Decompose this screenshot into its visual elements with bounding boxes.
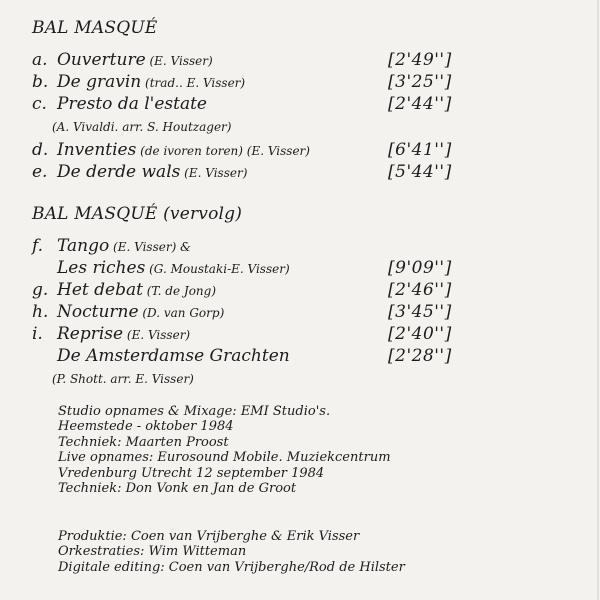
- track-row-b: [0, 72, 600, 94]
- track-duration: [2'49'']: [388, 50, 452, 70]
- track-row-i: [0, 324, 600, 346]
- credit-line: Studio opnames & Mixage: EMI Studio's.: [58, 404, 331, 419]
- track-duration: [2'46'']: [388, 280, 452, 300]
- track-credit: (E. Visser): [180, 166, 248, 180]
- credit-line: Produktie: Coen van Vrijberghe & Erik Visser: [58, 529, 360, 544]
- track-duration: [6'41'']: [388, 140, 452, 160]
- credit-line: Techniek: Don Vonk en Jan de Groot: [58, 480, 297, 496]
- credit-line: Vredenburg Utrecht 12 september 1984: [58, 465, 325, 481]
- track-credit: (G. Moustaki-E. Visser): [145, 262, 290, 276]
- track-letter: c.: [32, 94, 47, 114]
- credit-line: Digitale editing: Coen van Vrijberghe/Rod de Hilster: [58, 559, 405, 575]
- track-duration: [9'09'']: [388, 258, 452, 278]
- track-row-h: [0, 302, 600, 324]
- track-title: Inventies: [57, 140, 137, 160]
- track-letter: b.: [32, 72, 49, 92]
- track-duration: [2'28'']: [388, 346, 452, 366]
- track-title: Nocturne: [57, 302, 139, 322]
- track-title: Les riches: [57, 258, 146, 278]
- track-letter: g.: [32, 280, 49, 300]
- track-title: De derde wals: [57, 162, 181, 182]
- credit-line: Heemstede - oktober 1984: [58, 419, 234, 435]
- track-row-f-second: [0, 258, 600, 280]
- track-credit: (E. Visser): [123, 328, 191, 342]
- production-credits: [58, 529, 405, 575]
- credit-line: Techniek: Maarten Proost: [58, 434, 229, 450]
- track-c-arrangement-credit: (A. Vivaldi. arr. S. Houtzager): [52, 120, 232, 134]
- track-duration: [2'44'']: [388, 94, 452, 114]
- track-credit: (E. Visser): [145, 54, 213, 68]
- track-credit: (de ivoren toren) (E. Visser): [136, 144, 310, 158]
- credit-line: Live opnames: Eurosound Mobile. Muziekcentrum: [58, 450, 391, 466]
- track-title: Ouverture: [57, 50, 146, 70]
- track-letter: h.: [32, 302, 49, 322]
- section-heading-bal-masque: BAL MASQUÉ: [32, 18, 158, 38]
- track-row-a: [0, 50, 600, 72]
- track-row-i-second: [0, 346, 600, 368]
- track-i-arrangement-credit: (P. Shott. arr. E. Visser): [52, 372, 194, 386]
- track-row-d: [0, 140, 600, 162]
- track-duration: [5'44'']: [388, 162, 452, 182]
- track-title: Tango: [57, 236, 110, 256]
- credit-line: Orkestraties: Wim Witteman: [58, 544, 247, 560]
- track-row-c: [0, 94, 600, 116]
- track-duration: [2'40'']: [388, 324, 452, 344]
- track-letter: f.: [32, 236, 44, 256]
- track-credit: (E. Visser) &: [109, 240, 191, 254]
- track-duration: [3'45'']: [388, 302, 452, 322]
- track-row-f: [0, 236, 600, 258]
- track-duration: [3'25'']: [388, 72, 452, 92]
- section-heading-bal-masque-vervolg: BAL MASQUÉ (vervolg): [32, 204, 243, 224]
- page-edge: [597, 0, 599, 600]
- track-credit: (T. de Jong): [142, 284, 217, 298]
- track-credit: (D. van Gorp): [138, 306, 225, 320]
- track-title: Presto da l'estate: [57, 94, 207, 114]
- track-title: Reprise: [57, 324, 124, 344]
- track-row-g: [0, 280, 600, 302]
- track-title: De Amsterdamse Grachten: [57, 346, 290, 366]
- track-title: De gravin: [57, 72, 142, 92]
- recording-credits: [58, 404, 391, 496]
- track-letter: a.: [32, 50, 48, 70]
- track-letter: e.: [32, 162, 48, 182]
- track-title: Het debat: [57, 280, 143, 300]
- track-letter: d.: [32, 140, 49, 160]
- track-credit: (trad.. E. Visser): [141, 76, 246, 90]
- track-letter: i.: [32, 324, 43, 344]
- track-row-e: [0, 162, 600, 184]
